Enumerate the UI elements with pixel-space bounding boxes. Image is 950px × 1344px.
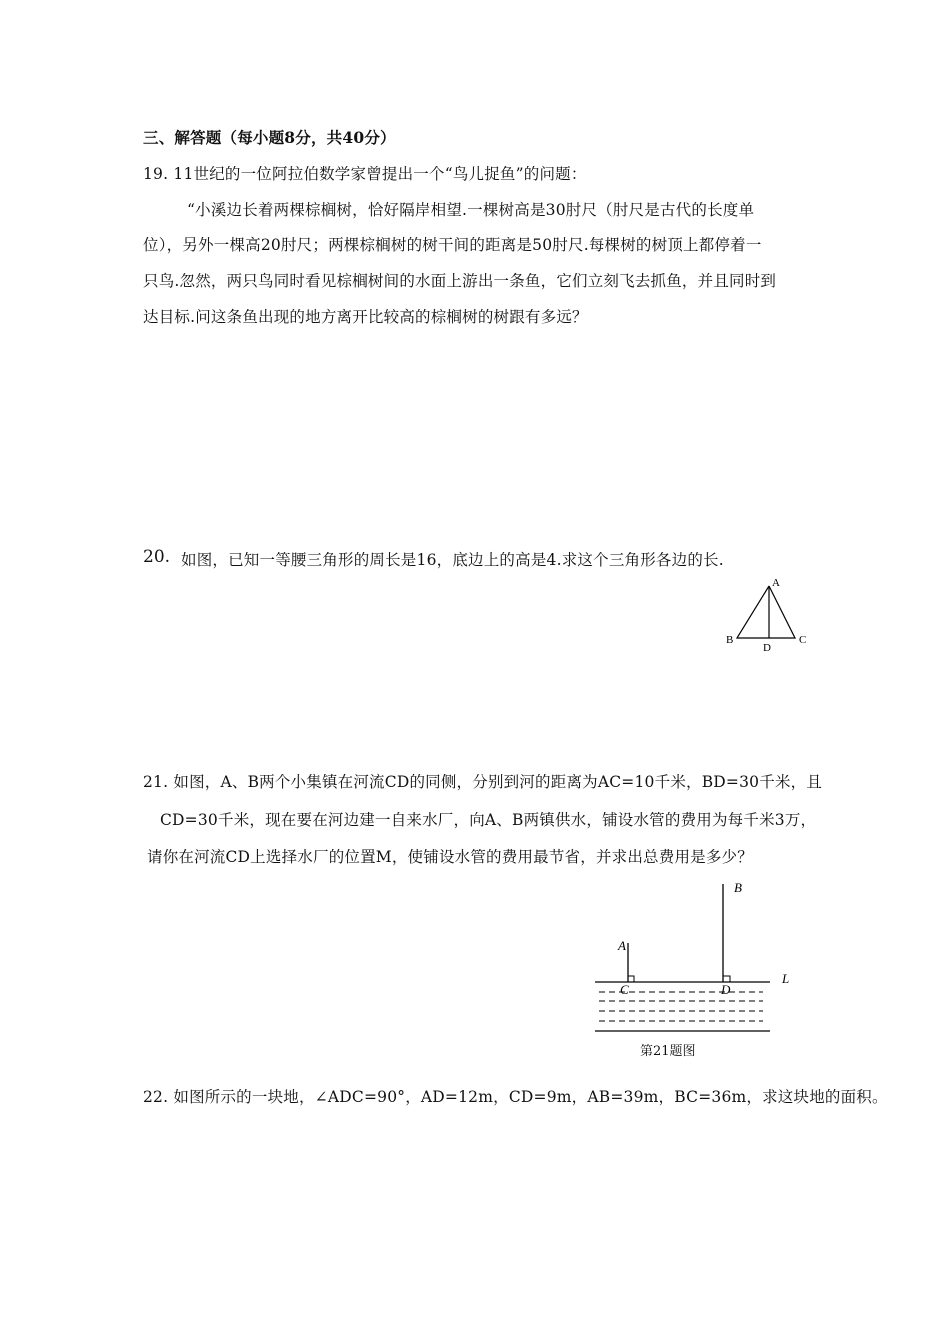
q21-label-a: A [618,938,626,953]
q21-label-d: D [721,982,731,997]
q21-river-figure [585,872,810,1068]
q20-label-d: D [763,642,771,654]
q21-figure-caption: 第21题图 [640,1044,696,1059]
q21-label-l: L [782,971,790,986]
q20-number: 20. [143,547,171,567]
triangle-outline [737,586,795,638]
q20-label-b: B [726,634,734,646]
q19-line-3: 位），另外一棵高20肘尺；两棵棕榈树的树干间的距离是50肘尺.每棵树的树顶上都停着一 [143,236,762,254]
q20-label-a: A [772,577,780,589]
section-heading: 三、解答题（每小题8分，共40分） [143,128,396,147]
q19-line-4: 只鸟.忽然，两只鸟同时看见棕榈树间的水面上游出一条鱼，它们立刻飞去抓鱼，并且同时到 [143,272,777,290]
q21-label-c: C [620,982,629,997]
q20-text: 如图，已知一等腰三角形的周长是16，底边上的高是4.求这个三角形各边的长. [181,551,724,569]
q21-line-1: 21. 如图，A、B两个小集镇在河流CD的同侧，分别到河的距离为AC=10千米，BD=30千米，且 [143,773,823,791]
q20-triangle-figure [720,574,820,660]
q19-line-1: 19. 11世纪的一位阿拉伯数学家曾提出一个“鸟儿捉鱼”的问题： [143,165,587,183]
q22-text: 22. 如图所示的一块地，∠ADC=90°，AD=12m，CD=9m，AB=39m，BC=36m，求这块地的面积。 [143,1088,888,1106]
q20-label-c: C [799,634,807,646]
q19-line-2: “小溪边长着两棵棕榈树，恰好隔岸相望.一棵树高是30肘尺（肘尺是古代的长度单 [187,201,755,219]
right-angle-c [628,976,634,982]
q21-line-3: 请你在河流CD上选择水厂的位置M，使铺设水管的费用最节省，并求出总费用是多少？ [147,848,753,866]
q19-line-5: 达目标.问这条鱼出现的地方离开比较高的棕榈树的树跟有多远？ [143,308,588,326]
q21-line-2: CD=30千米，现在要在河边建一自来水厂，向A、B两镇供水，铺设水管的费用为每千米3万， [160,811,817,829]
q21-label-b: B [734,880,742,895]
